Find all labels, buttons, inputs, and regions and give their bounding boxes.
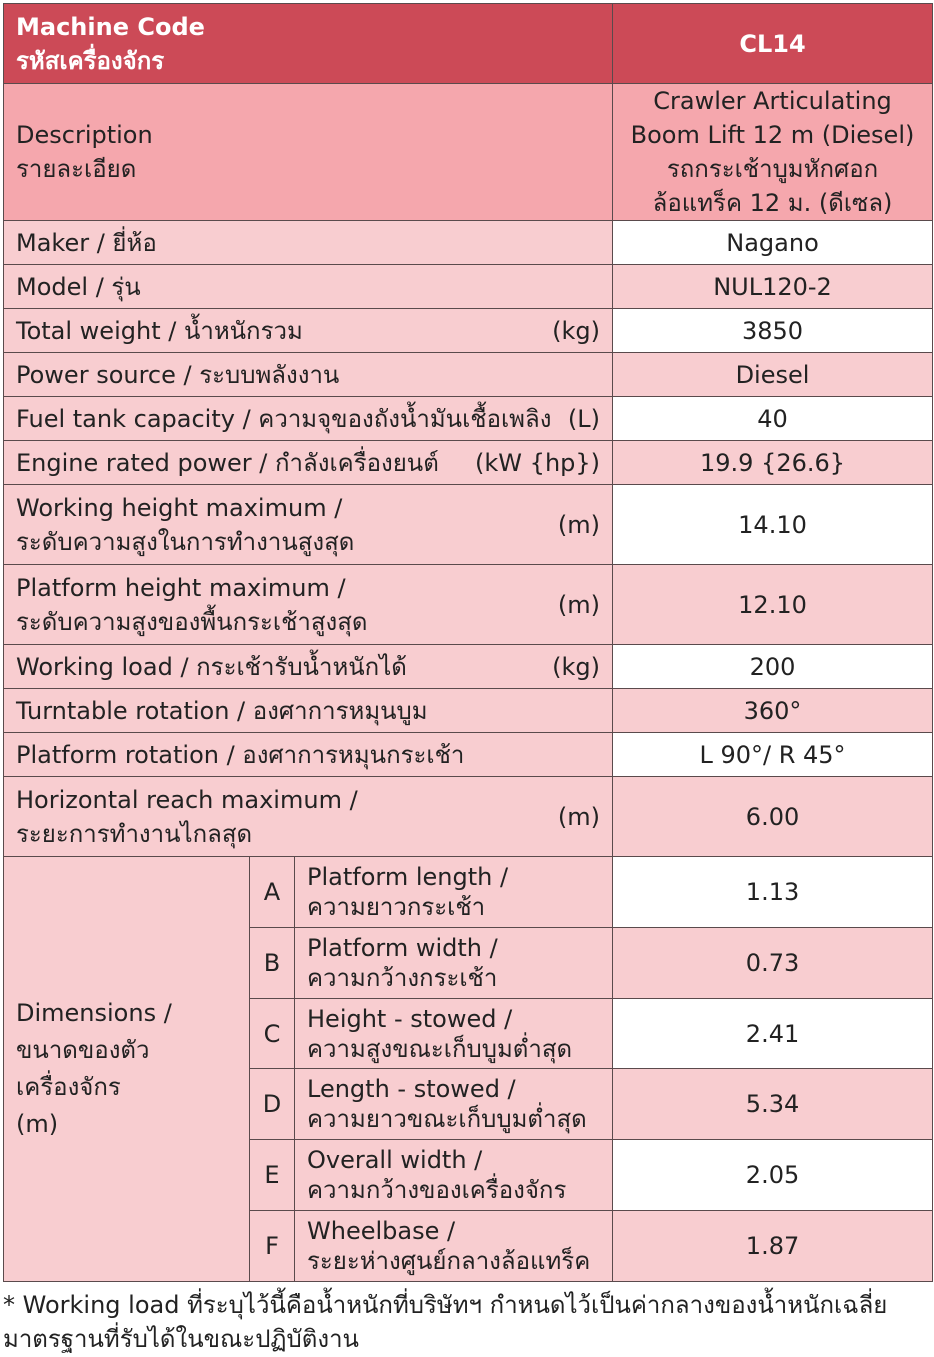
dimensions-label-line: เครื่องจักร: [16, 1073, 121, 1101]
spec-value: 6.00: [613, 777, 933, 857]
dimension-name-line: Platform length /: [307, 863, 509, 891]
spec-value: 19.9 {26.6}: [613, 441, 933, 485]
spec-value: L 90°/ R 45°: [613, 733, 933, 777]
spec-label-cell: [4, 733, 613, 777]
spec-unit: (m): [557, 510, 601, 539]
dimension-name-line: Height - stowed /: [307, 1004, 513, 1033]
spec-label-cell: [4, 485, 613, 565]
dimension-name-cell: [295, 928, 613, 999]
dimension-name-line: ความสูงขณะเก็บบูมต่ำสุด: [307, 1034, 573, 1063]
dimension-name-line: Overall width /: [307, 1146, 483, 1174]
machine-code-value: CL14: [613, 4, 933, 84]
spec-label-cell: [4, 565, 613, 645]
dimension-letter: A: [250, 857, 295, 928]
spec-value: 200: [613, 645, 933, 689]
dimension-name-line: Platform width /: [307, 934, 498, 962]
dimension-value: 1.87: [613, 1211, 933, 1282]
spec-label: Platform rotation / องศาการหมุนกระเช้า: [16, 740, 465, 769]
spec-label-line: Platform height maximum /: [16, 573, 346, 602]
description-line: Crawler Articulating: [653, 87, 892, 115]
spec-label-cell: [4, 265, 613, 309]
description-label-en: Description: [16, 121, 153, 149]
spec-unit: (kW {hp}): [475, 448, 601, 477]
spec-label: Power source / ระบบพลังงาน: [16, 360, 340, 389]
machine-code-label-th: รหัสเครื่องจักร: [16, 46, 165, 75]
spec-label-cell: [4, 777, 613, 857]
spec-value: Diesel: [613, 353, 933, 397]
spec-unit: (L): [567, 404, 601, 433]
dimension-name-line: ระยะห่างศูนย์กลางล้อแทร็ค: [307, 1247, 591, 1275]
spec-label-line: ระดับความสูงในการทำงานสูงสุด: [16, 527, 355, 556]
spec-value: Nagano: [613, 221, 933, 265]
spec-label-cell: [4, 397, 613, 441]
spec-label-cell: [4, 645, 613, 689]
dimension-value: 1.13: [613, 857, 933, 928]
dimension-letter: F: [250, 1211, 295, 1282]
dimension-letter: C: [250, 999, 295, 1069]
dimension-letter: D: [250, 1069, 295, 1140]
spec-row-platform-rotation: [4, 733, 933, 777]
dimension-value: 0.73: [613, 928, 933, 999]
description-line: ล้อแทร็ค 12 ม. (ดีเซล): [652, 189, 893, 217]
dimension-value: 5.34: [613, 1069, 933, 1140]
spec-unit: (kg): [552, 316, 601, 345]
spec-label: Model / รุ่น: [16, 272, 141, 301]
dimension-name-line: Wheelbase /: [307, 1217, 456, 1245]
spec-label-cell: [4, 221, 613, 265]
description-value-cell: [613, 84, 933, 221]
dimension-value: 2.05: [613, 1140, 933, 1211]
spec-row-platform-height: [4, 565, 933, 645]
dimension-name-cell: [295, 1211, 613, 1282]
dimension-name-cell: [295, 999, 613, 1069]
header-row: [4, 4, 933, 84]
dimension-name-cell: [295, 1140, 613, 1211]
description-line: Boom Lift 12 m (Diesel): [630, 121, 915, 149]
dimension-name-cell: [295, 1069, 613, 1140]
description-label-cell: [4, 84, 613, 221]
machine-code-label-cell: [4, 4, 613, 84]
spec-label-cell: [4, 309, 613, 353]
spec-value: 40: [613, 397, 933, 441]
description-row: [4, 84, 933, 221]
spec-row-horizontal-reach: [4, 777, 933, 857]
dimensions-label-line: (m): [16, 1110, 59, 1138]
dimension-row-a: [4, 857, 933, 928]
dimension-name-line: ความกว้างของเครื่องจักร: [307, 1176, 567, 1204]
spec-row-working-load: [4, 645, 933, 689]
spec-unit: (m): [557, 590, 601, 619]
spec-label-cell: [4, 353, 613, 397]
spec-label: Maker / ยี่ห้อ: [16, 228, 157, 257]
spec-label: Total weight / น้ำหนักรวม: [16, 316, 303, 345]
dimensions-label-line: ขนาดของตัว: [16, 1036, 150, 1064]
description-line: รถกระเช้าบูมหักศอก: [666, 155, 879, 183]
spec-label-line: Working height maximum /: [16, 493, 343, 522]
spec-label-line: ระดับความสูงของพื้นกระเช้าสูงสุด: [16, 607, 368, 636]
dimension-name-line: ความยาวกระเช้า: [307, 893, 486, 921]
spec-row-total-weight: [4, 309, 933, 353]
spec-value: 3850: [613, 309, 933, 353]
spec-row-model: [4, 265, 933, 309]
working-load-footnote: * Working load ที่ระบุไว้นี้คือน้ำหนักที่บริษัทฯ กำหนดไว้เป็นค่ากลางของน้ำหนักเฉลี่ยมาตรฐานที่รับได้ในขณะปฏิบัติงาน: [3, 1291, 888, 1353]
spec-row-maker: [4, 221, 933, 265]
machine-code-label-en: Machine Code: [16, 12, 205, 41]
spec-value: 12.10: [613, 565, 933, 645]
spec-label-cell: [4, 689, 613, 733]
spec-row-power-source: [4, 353, 933, 397]
spec-row-engine-power: [4, 441, 933, 485]
dimension-letter: B: [250, 928, 295, 999]
dimension-name-line: ความกว้างกระเช้า: [307, 964, 498, 992]
spec-label-cell: [4, 441, 613, 485]
spec-label-line: Horizontal reach maximum /: [16, 785, 358, 814]
dimension-name-line: ความยาวขณะเก็บบูมต่ำสุด: [307, 1105, 587, 1133]
spec-unit: (kg): [552, 652, 601, 681]
description-label-th: รายละเอียด: [16, 155, 137, 183]
spec-label: Turntable rotation / องศาการหมุนบูม: [16, 696, 428, 725]
spec-value: NUL120-2: [613, 265, 933, 309]
spec-label: Fuel tank capacity / ความจุของถังน้ำมันเชื้อเพลิง: [16, 404, 552, 433]
spec-row-fuel-tank: [4, 397, 933, 441]
dimension-letter: E: [250, 1140, 295, 1211]
dimension-name-line: Length - stowed /: [307, 1075, 516, 1103]
spec-value: 14.10: [613, 485, 933, 565]
spec-unit: (m): [557, 802, 601, 831]
dimension-value: 2.41: [613, 999, 933, 1069]
dimension-name-cell: [295, 857, 613, 928]
spec-label-line: ระยะการทำงานไกลสุด: [16, 819, 253, 848]
dimensions-label-line: Dimensions /: [16, 999, 172, 1027]
spec-label: Working load / กระเช้ารับน้ำหนักได้: [16, 652, 407, 681]
spec-label: Engine rated power / กำลังเครื่องยนต์: [16, 448, 439, 477]
spec-row-turntable-rotation: [4, 689, 933, 733]
spec-value: 360°: [613, 689, 933, 733]
spec-row-working-height: [4, 485, 933, 565]
spec-table: [3, 3, 933, 1282]
dimensions-group-label: [4, 857, 250, 1282]
